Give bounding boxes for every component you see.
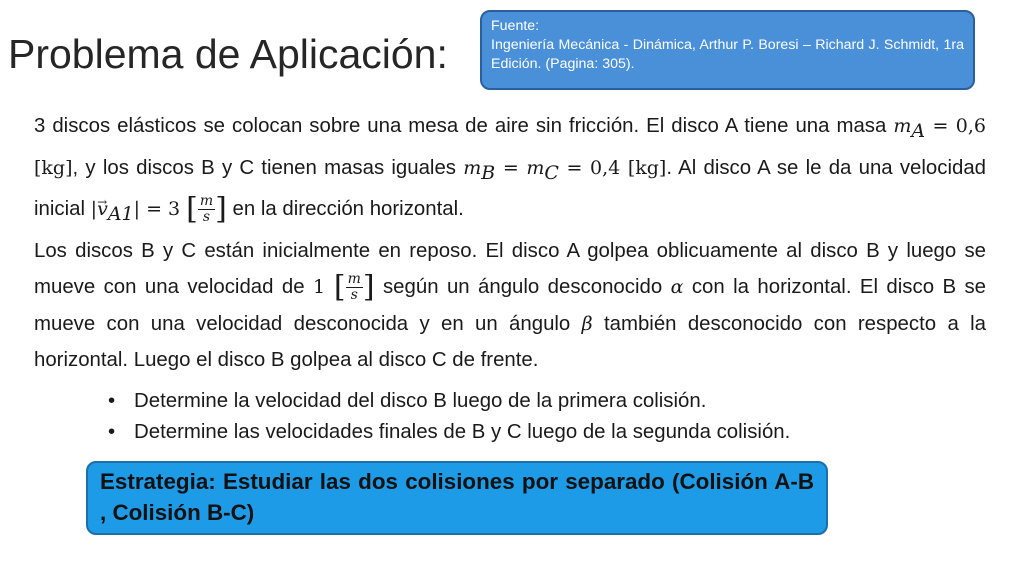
mass-b-sub: B (481, 161, 496, 184)
p2-text-4: también desconocido con respecto a la horizontal. Luego el disco B golpea al disco C de frente. (34, 312, 986, 372)
problem-statement (34, 108, 986, 379)
velocity-sub: A1 (107, 203, 134, 226)
equals-sign: = (495, 156, 527, 179)
mass-b-symbol: m (463, 156, 482, 179)
mass-a-value: = 0,6 [kg] (34, 115, 987, 179)
bracket-close: ] (215, 191, 227, 227)
p2-text-1: Los discos B y C están inicialmente en reposo. El disco A golpea oblicuamente al disco B y luego se mueve con una velocidad de (34, 239, 986, 299)
p2-text-3: con la horizontal. El disco B se mueve con una velocidad desconocida y en un ángulo (34, 276, 986, 335)
unit-fraction (346, 272, 363, 303)
source-text: Ingeniería Mecánica - Dinámica, Arthur P. Boresi – Richard J. Schmidt, 1ra Edición. (Pagina: 305). (491, 37, 964, 72)
unit-numerator: m (199, 193, 214, 210)
task-item: • Determine las velocidades finales de B y C luego de la segunda colisión. (108, 417, 968, 448)
bracket-open: [ (333, 269, 346, 305)
mass-a-symbol: m (893, 115, 912, 137)
speed-value: 1 (312, 276, 334, 299)
slide-title: Problema de Aplicación: (8, 31, 448, 77)
abs-open: | (90, 198, 98, 221)
bracket-open: [ (186, 191, 198, 227)
velocity-value: | = 3 (133, 198, 187, 221)
mass-c-sub: C (544, 161, 559, 184)
paragraph-2 (34, 233, 986, 379)
p1-text-4: en la dirección horizontal. (226, 198, 464, 221)
unit-denominator: s (350, 287, 358, 304)
mass-c-symbol: m (526, 156, 545, 179)
p1-text-1: 3 discos elásticos se colocan sobre una mesa de aire sin fricción. El disco A tiene una masa (34, 115, 894, 137)
mass-a-sub: A (911, 120, 926, 143)
velocity-vector-symbol: → v (97, 198, 108, 220)
unit-numerator: m (347, 271, 361, 288)
source-label: Fuente: (491, 18, 540, 34)
strategy-box: Estrategia: Estudiar las dos colisiones por separado (Colisión A-B , Colisión B-C) (86, 461, 828, 535)
task-item: • Determine la velocidad del disco B luego de la primera colisión. (108, 386, 968, 417)
p1-text-3: . Al disco A se le da una velocidad inicial (34, 156, 987, 221)
unit-fraction (198, 194, 215, 225)
p1-text-2: , y los discos B y C tienen masas iguales (72, 156, 464, 179)
source-box (480, 10, 975, 90)
p2-text-2: según un ángulo desconocido (374, 276, 671, 299)
mass-bc-value: = 0,4 [kg] (558, 156, 667, 179)
alpha-symbol: α (670, 276, 684, 299)
beta-symbol: β (581, 312, 593, 335)
unit-denominator: s (202, 209, 211, 226)
bracket-close: ] (362, 269, 375, 305)
task-list (108, 386, 968, 448)
paragraph-1 (34, 108, 986, 233)
